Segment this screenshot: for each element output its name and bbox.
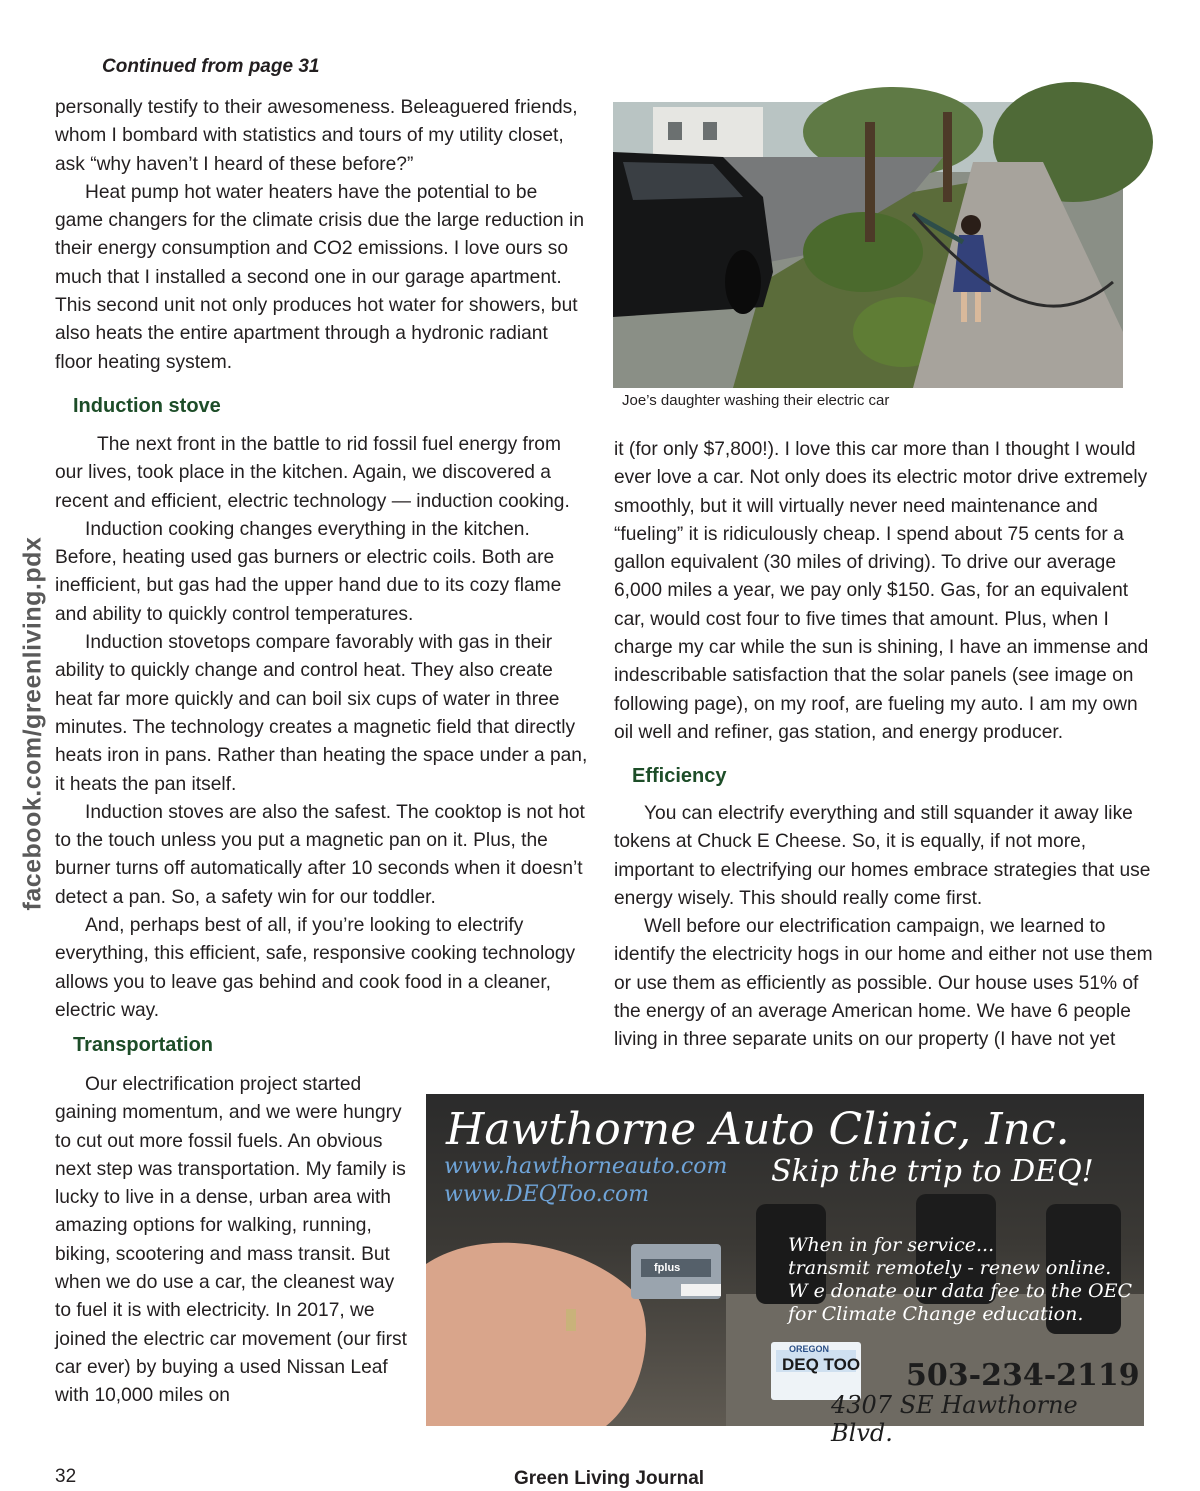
electric-car-photo	[613, 102, 1123, 388]
paragraph: Induction stoves are also the safest. The cooktop is not hot to the touch unless you put a magnetic pan on it. Plus, the burner turns off automatically after 10 seconds when it doesn’t detect a pan. So, a safety win for our toddler.	[55, 801, 585, 908]
device-label: fplus	[654, 1262, 681, 1274]
journal-title: Green Living Journal	[514, 1468, 705, 1489]
ad-url-hawthorneauto[interactable]: www.hawthorneauto.com	[444, 1154, 728, 1179]
paragraph: Heat pump hot water heaters have the potential to be game changers for the climate crisis due the large reduction in their energy consumption and CO2 emissions. I love ours so much that I installed a second one in our garage apartment. This second unit not only produces hot water for showers, but also heats the entire apartment through a hydronic radiant floor heating system.	[55, 181, 584, 373]
right-column-top	[614, 436, 1149, 747]
right-column-bottom	[614, 800, 1154, 1055]
ad-line-2: transmit remotely - renew online.	[788, 1257, 1112, 1279]
left-column-bottom	[55, 1071, 407, 1411]
photo-illustration	[613, 102, 1123, 388]
page-number: 32	[55, 1466, 77, 1487]
tag-label: DEQ TOO	[782, 1355, 861, 1374]
ad-line-3: W e donate our data fee to the OEC	[788, 1280, 1133, 1302]
paragraph: Well before our electrification campaign, we learned to identify the electricity hogs in our home and either not use them or use them as efficiently as possible. Our house uses 51% of the energy of an average American home. We have 6 people living in three separate units on our property (I have not yet	[614, 916, 1153, 1051]
paragraph: Induction cooking changes everything in the kitchen. Before, heating used gas burners or electric coils. Both are inefficient, but gas had the upper hand due to its cozy flame and ability to quickly control temperatures.	[55, 518, 562, 625]
hawthorne-auto-ad[interactable]	[426, 1094, 1144, 1447]
paragraph: And, perhaps best of all, if you’re looking to electrify everything, this efficient, safe, responsive cooking technology allows you to leave gas behind and cook food in a cleaner, electric way.	[55, 915, 576, 1021]
paragraph: You can electrify everything and still squander it away like tokens at Chuck E Cheese. So, it is equally, if not more, important to electrifying our homes embrace strategies that use energy wisely. This should really come first.	[614, 803, 1151, 909]
ad-url-deqtoo[interactable]: www.DEQToo.com	[444, 1182, 650, 1207]
left-column-top	[55, 94, 590, 377]
heading-efficiency: Efficiency	[632, 765, 727, 787]
paragraph: Induction stovetops compare favorably with gas in their ability to quickly change and control heat. They also create heat far more quickly and can boil six cups of water in three minutes. The technology creates a magnetic field that directly heats iron in pans. Rather than heating the space under a pan, it heats the pan itself.	[55, 632, 588, 795]
ad-line-1: When in for service...	[788, 1234, 995, 1256]
photo-caption: Joe’s daughter washing their electric car	[622, 392, 890, 409]
heading-transportation: Transportation	[73, 1034, 214, 1056]
ad-address: 4307 SE Hawthorne Blvd.	[831, 1391, 1078, 1447]
paragraph: personally testify to their awesomeness. Beleaguered friends, whom I bombard with statistics and tours of my utility closet, ask “why haven’t I heard of these before?”	[55, 97, 578, 175]
paragraph: it (for only $7,800!). I love this car more than I thought I would ever love a car. Not only does its electric motor drive extremely smoothly, but it will virtually never need maintenance and “fueling” it is ridiculously cheap. I spend about 75 cents for a gallon equivalent (30 miles of driving). To drive our average 6,000 miles a year, we pay only $150. Gas, for an equivalent car, would cost four to five times that amount. Plus, when I charge my car while the sun is shining, I have an immense and indescribable satisfaction that the solar panels (see image on following page), on my roof, are fueling my auto. I am my own oil well and refiner, gas station, and energy producer.	[614, 439, 1149, 743]
continued-note: Continued from page 31	[102, 56, 320, 77]
paragraph: Our electrification project started gaining momentum, and we were hungry to cut out more fossil fuels. An obvious next step was transportation. My family is lucky to live in a dense, urban area with amazing options for walking, running, biking, scootering and mass transit. But when we do use a car, the cleanest way to fuel it is with electricity. In 2017, we joined the electric car movement (our first car ever) by buying a used Nissan Leaf with 10,000 miles on	[55, 1074, 407, 1407]
paragraph: The next front in the battle to rid fossil fuel energy from our lives, took place in the kitchen. Again, we discovered a recent and efficient, electric technology — induction cooking.	[55, 434, 570, 512]
facebook-side-text: facebook.com/greenliving.pdx	[18, 536, 47, 911]
ad-phone[interactable]: 503-234-2119	[906, 1358, 1140, 1393]
heading-induction-stove: Induction stove	[73, 395, 221, 417]
left-column-mid	[55, 431, 590, 1025]
ad-line-4: for Climate Change education.	[788, 1303, 1084, 1325]
ad-slogan: Skip the trip to DEQ!	[771, 1154, 1094, 1189]
ad-title: Hawthorne Auto Clinic, Inc.	[446, 1104, 1070, 1155]
tag-state: OREGON	[789, 1344, 830, 1354]
